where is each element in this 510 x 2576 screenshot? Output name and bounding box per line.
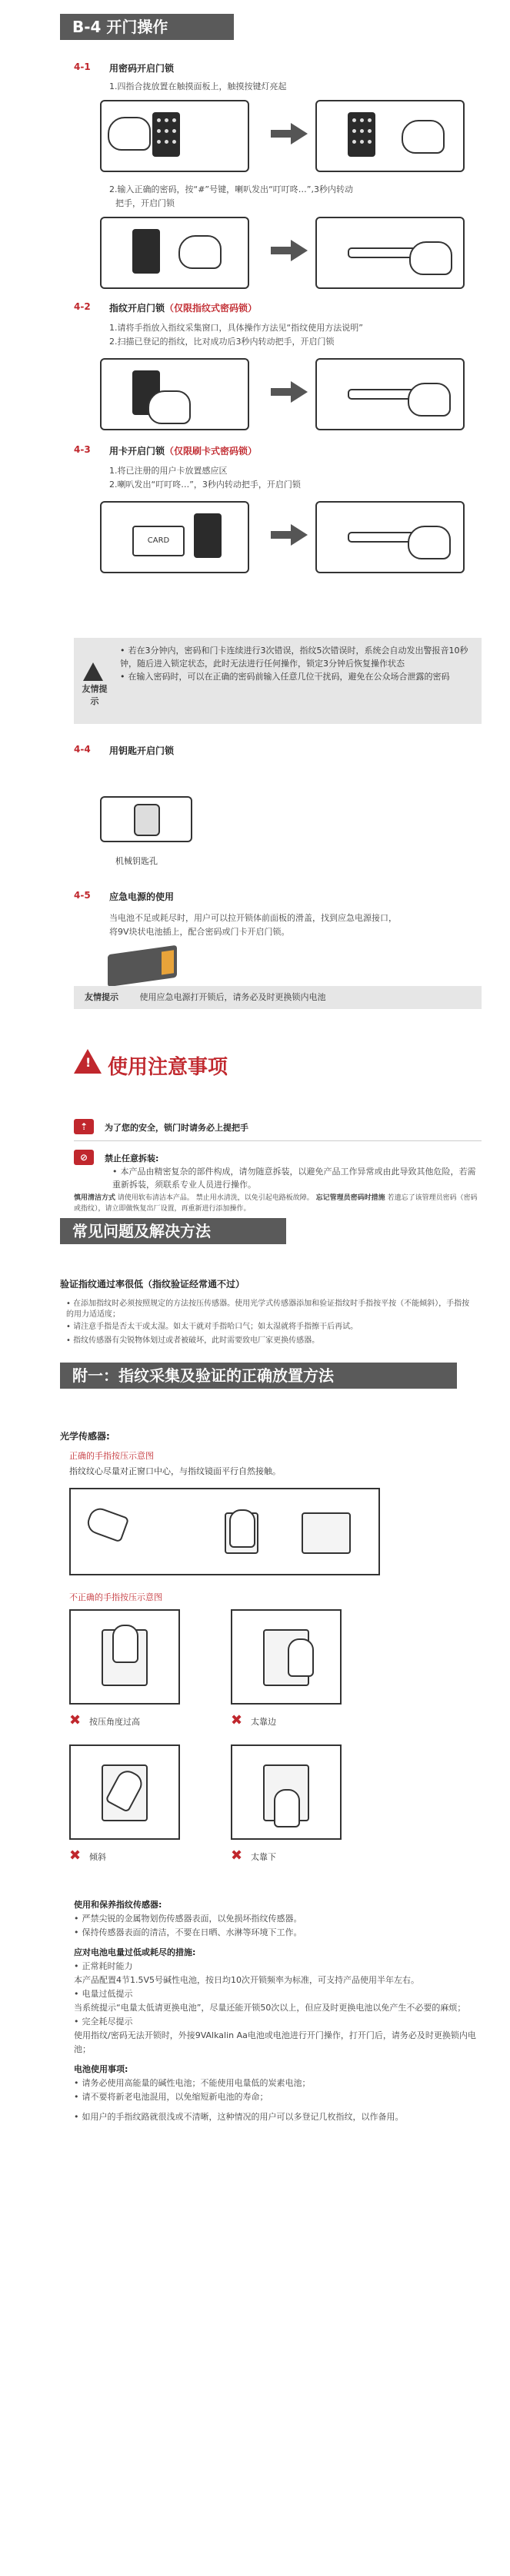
warnings-title: 使用注意事项 [108,1056,228,1079]
hand-icon [108,117,151,151]
wrong-caption: 倾斜 [89,1852,106,1862]
notice-text [112,1165,482,1191]
extra-notices [74,1898,482,2124]
battery-label-icon [162,950,174,974]
tip-bar [74,986,482,1009]
notice-bullet: 禁止用水清洗，以免引起电路板故障。 [195,1194,314,1202]
correct-illustration [69,1488,380,1575]
step-title-note: （仅限指纹式密码锁） [165,303,258,314]
wrong-x-icon: ✖ [69,1847,82,1864]
sensor-icon [263,1764,309,1821]
tip-bar-text: 使用应急电源打开锁后，请务必及时更换锁内电池 [139,992,326,1002]
notice-text: 当系统提示“电量太低请更换电池”，尽量还能开锁50次以上，但应及时更换电池以免产生不必要的麻烦； [74,2003,466,2013]
faq-item: • 指纹传感器有尖锐物体划过或者被破坏，此时需要致电厂家更换传感器。 [66,1336,474,1346]
wrong-caption: 太靠边 [251,1717,276,1727]
notice-summary [74,1193,482,1214]
step-text: 2.输入正确的密码，按“#”号键，喇叭发出“叮叮咚…”,3秒内转动 [109,184,354,194]
hand-icon [402,120,445,154]
sensor-icon [302,1512,351,1554]
notice-text: 本产品配置4节1.5V5号碱性电池，按日均10次开锁频率为标准，可支持产品使用半年左右。 [74,1975,420,1985]
wrong-illustration [69,1609,180,1705]
notice-bullet: • 保持传感器表面的清洁，不要在日晒、水淋等环境下工作。 [74,1926,482,1940]
notice-bullet: • 正常耗时能力 [74,1960,482,1973]
wrong-x-icon: ✖ [231,1712,243,1728]
step-title [109,444,257,457]
lock-illustration [315,501,465,573]
wrong-illustration [231,1609,342,1705]
finger-icon [288,1638,314,1677]
tip-box [74,638,482,724]
section-banner: B-4 开门操作 [60,14,234,40]
step-text: 将9V块状电池插上，配合密码或门卡开启门锁。 [109,927,290,937]
step-text: 1.请将手指放入指纹采集窗口，具体操作方法见“指纹使用方法说明” [109,323,363,333]
keypad-icon [152,112,180,157]
notice-heading: 禁止任意拆装: [105,1154,159,1164]
step-text: 当电池不足或耗尽时，用户可以拉开锁体前面板的滑盖，找到应急电源接口， [109,913,397,923]
lock-illustration [100,358,249,430]
sensor-icon [102,1629,148,1686]
step-text: 把手，开启门锁 [115,198,175,208]
notice-heading: 电池使用事项: [74,2064,128,2074]
tip-item: • 在输入密码时，可以在正确的密码前输入任意几位干扰码，避免在公众场合泄露的密码 [120,670,474,683]
keyhole-icon [134,804,160,836]
step-number: 4-5 [74,890,91,901]
notice-bullet: • 电量过低提示 [74,1987,482,2001]
battery-illustration [108,945,177,988]
arrow-icon [291,524,308,546]
lock-illustration [100,501,249,573]
wrong-caption: 按压角度过高 [89,1717,140,1727]
notice-heading: 忘记管理员密码时措施 [315,1194,385,1202]
keypad-icon [348,112,375,157]
tip-item: • 若在3分钟内，密码和门卡连续进行3次错误，指纹5次错误时，系统会自动发出警报音10秒钟，随后进入锁定状态，此时无法进行任何操作，锁定3分钟后恢复操作状态 [120,644,474,670]
step-number: 4-2 [74,301,91,312]
lock-illustration [315,217,465,289]
finger-icon [85,1505,130,1542]
notice-bullet: • 本产品由精密复杂的部件构成，请勿随意拆装，以避免产品工作异常或由此导致其他危险，若需重新拆装，须联系专业人员进行操作。 [112,1165,482,1191]
sensor-title: 光学传感器: [60,1431,110,1442]
sensor-icon [263,1629,309,1686]
warning-icon: ! [74,1049,102,1074]
wrong-title: 不正确的手指按压示意图 [69,1592,162,1602]
notice-bullet: • 请不要将新老电池混用，以免缩短新电池的寿命； [74,2090,482,2104]
tip-text [120,644,474,683]
step-title: 应急电源的使用 [109,891,175,902]
tip-bar-label: 友情提示 [85,992,118,1002]
finger-icon [105,1767,145,1813]
hand-icon [408,383,451,417]
finger-icon [112,1625,138,1663]
lock-illustration [100,100,249,172]
faq-item: • 在添加指纹时必须按照规定的方法按压传感器。使用光学式传感器添加和验证指纹时手指按平按（不能倾斜），手指按的用力适适度； [66,1299,474,1320]
sensor-icon [102,1764,148,1821]
wrong-illustration [231,1744,342,1840]
lock-up-icon: ⇡ [74,1119,94,1134]
notice-bullet: • 请务必使用高能量的碱性电池；不能使用电量低的炭素电池； [74,2076,482,2090]
step-text: 1.四指合拢放置在触摸面板上，触摸按键灯亮起 [109,81,287,91]
step-title-main: 指纹开启门锁 [109,303,165,314]
correct-text: 指纹纹心尽量对正窗口中心，与指纹镜面平行自然接触。 [69,1466,281,1476]
step-title-main: 用卡开启门锁 [109,446,165,456]
step-number: 4-1 [74,61,91,72]
keyhole-caption: 机械钥匙孔 [115,856,158,866]
lock-illustration [315,358,465,430]
finger-icon [229,1509,255,1548]
tip-label: 友情提示 [82,684,108,706]
hand-icon [408,526,451,559]
step-number: 4-4 [74,744,91,755]
divider [74,1140,482,1141]
lock-illustration [100,217,249,289]
warning-icon [83,662,103,681]
hand-icon [409,241,452,275]
notice-bullet: 若遗忘了该管理员密码（密码或指纹），请立即做恢复出厂设置，再重新进行添加操作。 [74,1194,478,1213]
lock-illustration [315,100,465,172]
notice-heading: 为了您的安全，锁门时请务必上提把手 [105,1123,248,1133]
wrong-illustration [69,1744,180,1840]
notice-heading: 应对电池电量过低或耗尽的措施: [74,1947,196,1957]
arrow-icon [291,240,308,261]
step-title [109,301,257,314]
hand-icon [178,235,222,269]
arrow-icon [291,381,308,403]
faq-banner: 常见问题及解决方法 [60,1218,286,1244]
step-title: 用钥匙开启门锁 [109,745,175,756]
step-text: 2.喇叭发出“叮叮咚…”，3秒内转动把手，开启门锁 [109,480,301,490]
step-title: 用密码开启门锁 [109,63,175,74]
card-icon: CARD [132,526,185,556]
arrow-icon [291,123,308,144]
notice-bullet: 请使用软布清洁本产品。 [117,1194,194,1202]
faq-item: • 请注意手指是否太干或太湿。如太干就对手指哈口气；如太湿就将手指擦干后再试。 [66,1322,474,1333]
correct-title: 正确的手指按压示意图 [69,1451,154,1461]
step-number: 4-3 [74,444,91,455]
notice-heading: 使用和保养指纹传感器: [74,1900,162,1910]
finger-icon [274,1789,300,1827]
appendix-banner: 附一：指纹采集及验证的正确放置方法 [60,1363,457,1389]
notice-heading: 慎用清洁方式 [74,1194,116,1202]
wrong-caption: 太靠下 [251,1852,276,1862]
notice-bullet: • 完全耗尽提示 [74,2015,482,2029]
faq-question: 验证指纹通过率很低（指纹验证经常通不过） [60,1279,245,1290]
keypad-icon [132,229,160,274]
keypad-icon [194,513,222,558]
sensor-icon [225,1512,258,1554]
faq-item: • 如用户的手指纹路就很浅或不清晰，这种情况的用户可以多登记几枚指纹，以作备用。 [74,2110,482,2124]
wrong-x-icon: ✖ [69,1712,82,1728]
hand-icon [148,390,191,424]
notice-bullet: • 严禁尖锐的金属物划伤传感器表面，以免损坏指纹传感器。 [74,1912,482,1926]
keyhole-illustration [100,796,192,842]
wrong-x-icon: ✖ [231,1847,243,1864]
step-text: 1.将已注册的用户卡放置感应区 [109,466,228,476]
notice-text: 使用指纹/密码无法开锁时，外接9VAlkalin Aa电池或电池进行开门操作，打开门后，请务必及时更换锁内电池； [74,2030,476,2054]
step-title-note: （仅限刷卡式密码锁） [165,446,258,456]
step-text: 2.扫描已登记的指纹，比对成功后3秒内转动把手，开启门锁 [109,337,335,347]
no-disassemble-icon: ⊘ [74,1150,94,1165]
